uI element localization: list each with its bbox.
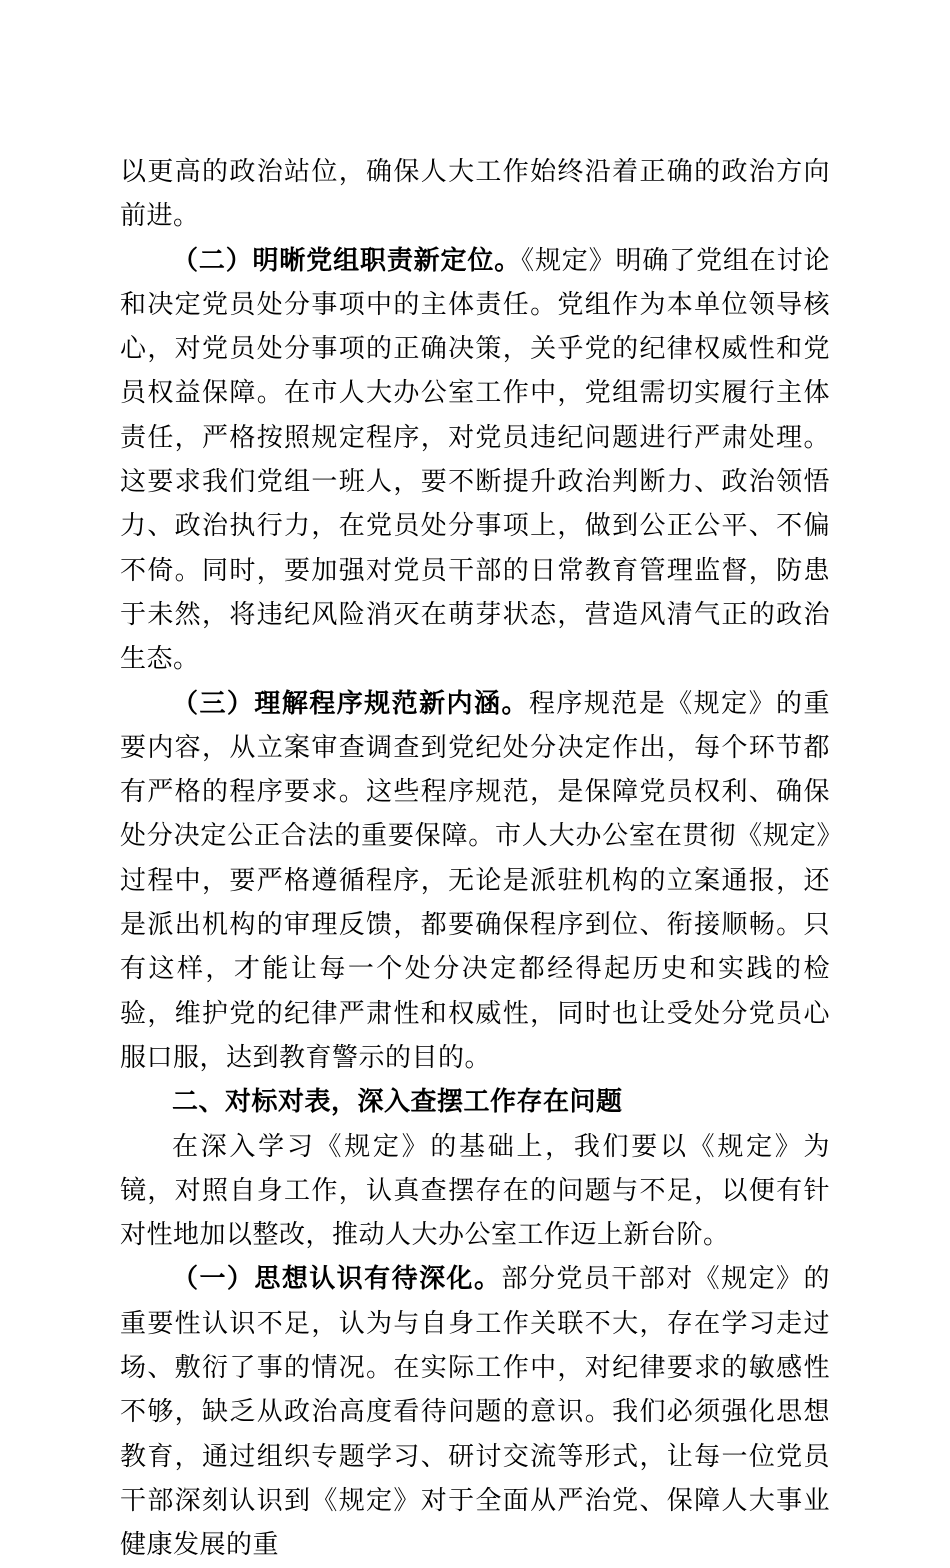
section-3-lead: （三）理解程序规范新内涵。 [172, 688, 529, 719]
section-2-1-paragraph [120, 1257, 830, 1567]
document-page [120, 150, 830, 1568]
section-2-lead: （二）明晰党组职责新定位。 [172, 245, 522, 276]
section-3-paragraph [120, 682, 830, 1081]
section-3-body: 程序规范是《规定》的重要内容，从立案审查调查到党纪处分决定作出，每个环节都有严格的程序要求。这些程序规范，是保障党员权利、确保处分决定公正合法的重要保障。市人大办公室在贯彻《规定》过程中，要严格遵循程序，无论是派驻机构的立案通报，还是派出机构的审理反馈，都要确保程序到位、衔接顺畅。只有这样，才能让每一个处分决定都经得起历史和实践的检验，维护党的纪律严肃性和权威性，同时也让受处分党员心服口服，达到教育警示的目的。 [120, 688, 830, 1073]
section-2-1-lead: （一）思想认识有待深化。 [172, 1264, 502, 1295]
continued-paragraph: 以更高的政治站位，确保人大工作始终沿着正确的政治方向前进。 [120, 157, 830, 232]
section-heading-2: 二、对标对表，深入查摆工作存在问题 [172, 1087, 623, 1118]
section-2-paragraph [120, 239, 830, 682]
intro-paragraph-2: 在深入学习《规定》的基础上，我们要以《规定》为镜，对照自身工作，认真查摆存在的问题与不足，以便有针对性地加以整改，推动人大办公室工作迈上新台阶。 [120, 1131, 830, 1251]
section-2-1-body: 部分党员干部对《规定》的重要性认识不足，认为与自身工作关联不大，存在学习走过场、敷衍了事的情况。在实际工作中，对纪律要求的敏感性不够，缺乏从政治高度看待问题的意识。我们必须强化思想教育，通过组织专题学习、研讨交流等形式，让每一位党员干部深刻认识到《规定》对于全面从严治党、保障人大事业健康发展的重 [120, 1264, 830, 1561]
section-2-body: 《规定》明确了党组在讨论和决定党员处分事项中的主体责任。党组作为本单位领导核心，对党员处分事项的正确决策，关乎党的纪律权威性和党员权益保障。在市人大办公室工作中，党组需切实履行主体责任，严格按照规定程序，对党员违纪问题进行严肃处理。这要求我们党组一班人，要不断提升政治判断力、政治领悟力、政治执行力，在党员处分事项上，做到公正公平、不偏不倚。同时，要加强对党员干部的日常教育管理监督，防患于未然，将违纪风险消灭在萌芽状态，营造风清气正的政治生态。 [120, 245, 830, 675]
